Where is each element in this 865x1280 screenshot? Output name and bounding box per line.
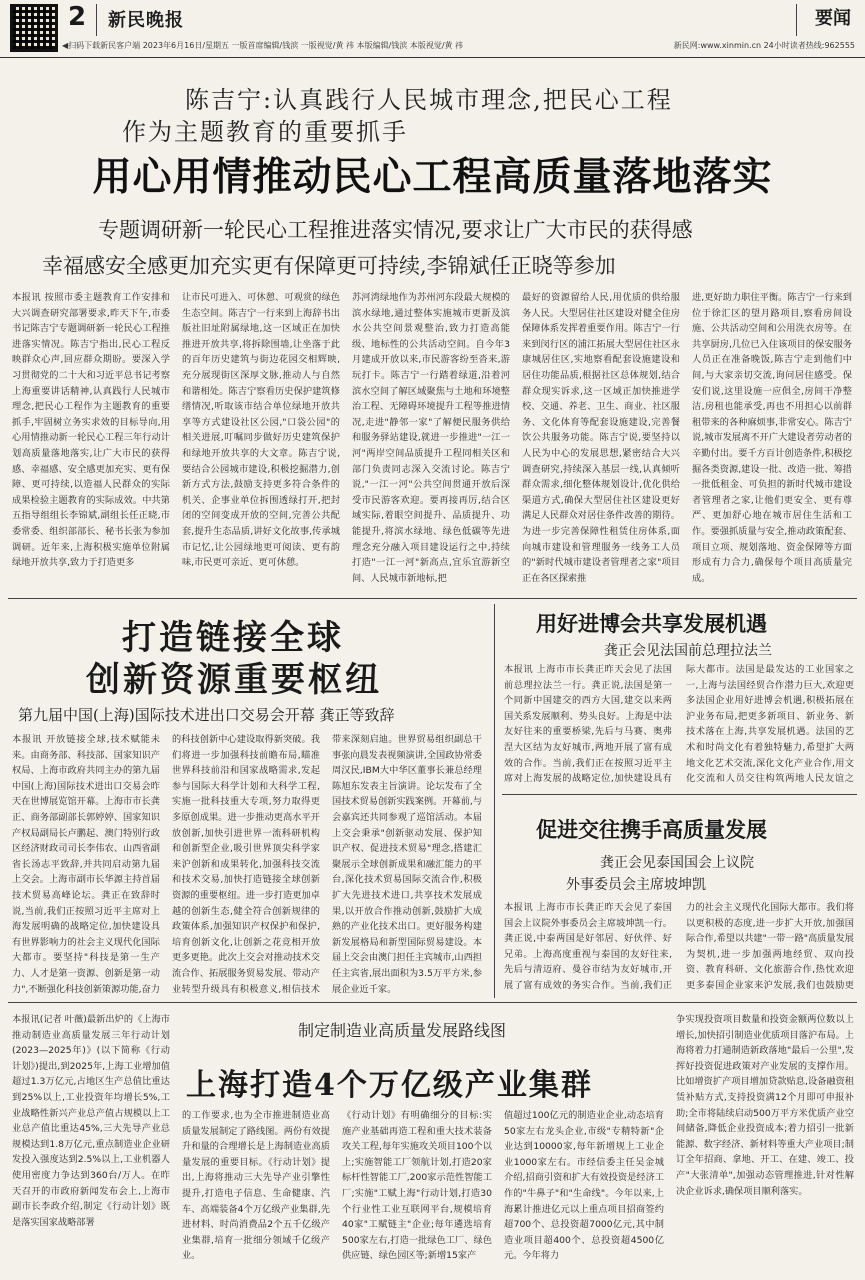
story4-column-1: 本报讯 上海市市长龚正昨天会见了泰国国会上议院外事委员会主席坡坤凯一行。龚正说,中泰两国是好邻居、好伙伴、好兄弟。上海高度重视与泰国的友好往来,先后与清迈府、曼谷市结为友好城市,开展了富有成效的务实合作。当前,我们正 (504, 902, 672, 991)
story5-column-2: 的工作要求,也为全市推进制造业高质量发展制定了路线图。两份有效提升和量的合理增长是上海制造业高质量发展的重要目标。《行动计划》提出,上海将推动三大先导产业引擎性提升,打造电子信息、生命健康、汽车、高端装备4个万亿级产业集群,先进材料、时尚消费品2个五千亿级产业集群,培育一批细分领域千亿级产业。 (182, 1110, 330, 1262)
story5-headline[interactable]: 上海打造4个万亿级产业集群 (186, 1068, 593, 1103)
story2-column-3: 带来深刻启迪。世界贸易组织副总干事张向晨发表视频演讲,全国政协常委周汉民,IBM大中华区董事长兼总经理陈旭东发表主旨演讲。论坛发布了全国技术贸易创新实践案例。开幕前,与会嘉宾还共同参观了巡馆活动。本届上交会秉承"创新驱动发展、保护知识产权、促进技术贸易"理念,搭建汇聚展示全球创新成果和融汇能力的平台,深化技术贸易国际交流合作,积极扩大先进技术进口,共享技术发展成果,以开放合作推动创新,鼓励扩大成熟的产业化技术出口。更好服务构建新发展格局和新型国际贸易建设。本届上交会由澳门担任主宾城市,山西担任主宾省,展出面积为3.5万平方米,参展企业近千家。 (332, 734, 482, 994)
column-divider (494, 604, 495, 998)
lead-column-2: 让市民可进入、可休憩、可观赏的绿色生态空间。陈吉宁一行来到上海辞书出版社旧址附属绿地,这一区域正在加快推进开放共享,将拆除围墙,让坐落于此的百年历史建筑与街边花园交相辉映,充分展现街区深厚文脉,推动人与自然和谐相处。陈吉宁察看历史保护建筑修缮情况,听取该市结合单位绿地开放共享等方式建设社区公园,"口袋公园"的相关进展,叮嘱同步做好历史建筑保护和绿地开放共享的大文章。陈吉宁说,要结合公园城市建设,积极挖掘潜力,创新方式方法,鼓励支持更多符合条件的机关、企事业单位拆围透绿打开,把封闭的空间变成开放的空间,完善公共配套,提升生态品质,讲好文化故事,传承城市记忆,让公园绿地更可阅读、更有韵味,市民更可亲近、更可休憩。 (182, 292, 340, 569)
story5-column-4: 值超过100亿元的制造业企业,动态培育50家左右龙头企业,市级"专精特新"企业达到10000家,每年新增规上工业企业1000家左右。市经信委主任吴金城介绍,招商引资和扩大有效投资是经济工作的"牛鼻子"和"生命线"。今年以来,上海累计推进亿元以上重点项目招商签约超700个、总投资超7000亿元,其中制造业项目超400个、总投资超4500亿元。今年将力 (504, 1110, 664, 1262)
lead-column-4: 最好的资源留给人民,用优质的供给服务人民。大型居住社区建设对健全住房保障体系发挥着重要作用。陈吉宁一行来到闵行区的浦江拓展大型居住社区永康城居住区,实地察看配套设施建设和居住功能品质,根据社区总体规划,结合群众现实诉求,这一区域正加快推进学校、交通、养老、卫生、商业、社区服务、文化体育等配套设施建设,完善餐饮公共服务功能。陈吉宁说,要坚持以人民为中心的发展思想,紧密结合大兴调查研究,持续深入基层一线,认真倾听群众需求,细化整体规划设计,优化供给渠道方式,确保大型居住社区建设更好满足人民群众对居住条件改善的期待。为进一步完善保障性租赁住房体系,面向城市建设和管理服务一线务工人员的"新时代城市建设者管理者之家"项目正在各区探索推 (522, 292, 680, 584)
masthead-meta-right: 新民网:www.xinmin.cn 24小时读者热线:962555 (673, 41, 855, 50)
lead-column-5: 进,更好助力职住平衡。陈吉宁一行来到位于徐汇区的望月路项目,察看房间设施、公共活动空间和公用洗衣房等。在共享厨房,几位已入住该项目的保安服务人员正在准备晚饭,陈吉宁走到他们中间,与大家亲切交流,询问居住感受。保安们说,这里设施一应俱全,房间干净整洁,房租也能承受,再也不用担心以前群租带来的各种麻烦事,非常安心。陈吉宁说,城市发展离不开广大建设者劳动者的辛勤付出。要千方百计创造条件,积极挖掘各类资源,建设一批、改造一批、筹措一批低租金、可负担的新时代城市建设者管理者之家,让他们更安全、更有尊严、更加舒心地在城市居住生活和工作。要强抓质量与安全,推动政策配套、项目立项、规划落地、资金保障等方面形成有力合力,确保每个项目高质量完成。 (692, 292, 852, 584)
section-divider (8, 1002, 857, 1003)
lead-column-3: 苏河湾绿地作为苏州河东段最大规模的滨水绿地,通过整体实施城市更新及滨水公共空间景观整治,致力打造高能级、地标性的公共活动空间。自今年3月建成开放以来,市民游客纷至沓来,游玩打卡。陈吉宁一行踏着绿道,沿着河滨水空间了解区域聚焦与土地和环境整治工程、无障碍环境提升工程等推进情况,走进"静邻一家"了解便民服务供给和服务驿站建设,就进一步推进"一江一河"两岸空间品质提升工程同相关区和部门负责同志深入交流讨论。陈吉宁说,"一江一河"公共空间贯通开放后深受市民游客欢迎。要再接再厉,结合区域实际,着眼空间提升、品质提升、功能提升,将滨水绿地、绿色低碳等先进理念充分融入项目建设运行之中,持续打造"一江一河"新高点,宜乐宜游新空间、人民城市新地标,把 (352, 292, 510, 584)
story4-subhead-line2: 外事委员会主席坡坤凯 (566, 877, 706, 893)
story3-headline[interactable]: 用好进博会共享发展机遇 (536, 612, 767, 636)
section-label: 要闻 (815, 8, 851, 29)
section-divider (8, 598, 857, 599)
page-number: 2 (68, 2, 87, 32)
lead-headline[interactable]: 用心用情推动民心工程高质量落地落实 (92, 155, 773, 200)
masthead-divider (96, 4, 97, 36)
lead-subhead-line2: 幸福感安全感更加充实更有保障更可持续,李锦斌任正晓等参加 (42, 254, 616, 278)
story3-column-1: 本报讯 上海市市长龚正昨天会见了法国前总理拉法兰一行。龚正说,法国是第一个同新中国建交的西方大国,建交以来两国关系发展顺利、势头良好。上海是中法友好往来的重要桥梁,先后与马赛、奥弗涅大区结为友好城市,两地开展了富有成效的合作。当前,我们正在按照习近平主席对上海发展的战略定位,加快建设具有 (504, 664, 672, 784)
story5-column-1: 本报讯(记者 叶薇)最新出炉的《上海市推动制造业高质量发展三年行动计划(2023—2025年)》(以下简称《行动计划》)提出,到2025年,上海工业增加值超过1.3万亿元,占地区生产总值比重达到25%以上,工业投资年均增长5%,工业战略性新兴产业总产值占规模以上工业总产值比重达45%,三大先导产业总规模达到1.8万亿元,重点制造业企业研发投入强度达到2.5%以上,工业机器人使用密度力争达到360台/万人。在昨天召开的市政府新闻发布会上,上海市副市长李政介绍,制定《行动计划》既是落实国家战略部署 (12, 1014, 170, 1228)
story2-headline-line2[interactable]: 创新资源重要枢纽 (86, 660, 382, 700)
masthead-divider (796, 4, 797, 36)
story5-kicker: 制定制造业高质量发展路线图 (298, 1021, 507, 1040)
lead-subhead-line1: 专题调研新一轮民心工程推进落实情况,要求让广大市民的获得感 (98, 218, 693, 242)
story2-column-1: 本报讯 开放链接全球,技术赋能未来。由商务部、科技部、国家知识产权局、上海市政府共同主办的第九届中国(上海)国际技术进出口交易会昨天在世博展览馆开幕。上海市市长龚正、商务部副部长郭婷婷、国家知识产权局副局长卢鹏起、澳门特别行政区经济财政司司长李伟农、山西省副省长汤志平致辞,并共同启动第九届上交会。上海市副市长华源主持首届技术贸易高峰论坛。龚正在致辞时说,当前,我们正按照习近平主席对上海发展明确的战略定位,加快建设具有世界影响力的社会主义现代化国际大都市。要坚持"科技是第一生产力、人才是第一资源、创新是第一动力",不断强化科技创新策源功能,奋力 (12, 734, 160, 994)
section-divider (502, 794, 857, 795)
qr-code-icon[interactable] (10, 4, 58, 52)
masthead-meta-left: ◀扫码下载新民客户端 2023年6月16日/星期五 一版首席编辑/钱滨 一版视觉/黄 祎 本版编辑/钱滨 本版视觉/黄 祎 (62, 41, 464, 50)
story3-column-2: 际大都市。法国是最发达的工业国家之一,上海与法国经贸合作潜力巨大,欢迎更多法国企业用好进博会机遇,积极拓展在沪业务布局,把更多新项目、新业务、新技术落在上海,共享发展机遇。法国的艺术和时尚文化有着独特魅力,希望扩大两地文化艺术交流,深化文化产业合作,用文化交流和人员交往构筑两地人民友谊之 (686, 664, 854, 784)
story2-headline-line1[interactable]: 打造链接全球 (122, 618, 344, 658)
story5-column-3: 《行动计划》有明确细分的目标:实施产业基础再造工程和重大技术装备攻关工程,每年实施攻关项目100个以上;实施智能工厂领航计划,打造20家标杆性智能工厂,200家示范性智能工厂;实施"工赋上海"行动计划,打造30个行业性工业互联网平台,规模培育40家"工赋链主"企业;每年遴选培育500家左右,打造一批绿色工厂、绿色供应链、绿色园区等;新增15家产 (342, 1110, 492, 1262)
lead-kicker-line2: 作为主题教育的重要抓手 (122, 118, 408, 146)
lead-column-1: 本报讯 按照市委主题教育工作安排和大兴调查研究部署要求,昨天下午,市委书记陈吉宁专题调研新一轮民心工程推进落实情况。陈吉宁指出,民心工程反映群众心声,回应群众期盼。要深入学习贯彻党的二十大和习近平总书记考察上海重要讲话精神,认真践行人民城市理念,把民心工程作为主题教育的重要抓手,牢固树立务实求效的目标导向,用心用情推动新一轮民心工程三年行动计划高质量落地落实,让广大市民的获得感、幸福感、安全感更加充实、更有保障、更可持续,以造福人民群众的实际成果检验主题教育的实际成效。中共第五指导组组长李锦斌,副组长任正晓,市委常委、组织部部长、秘书长张为参加调研。近年来,上海积极实施单位附属绿地开放共享,致力于打造更多 (12, 292, 170, 569)
story4-column-2: 力的社会主义现代化国际大都市。我们将以更积极的态度,进一步扩大开放,加强国际合作,希望以共建"一带一路"高质量发展为契机,进一步加强两地经贸、双向投资、教育科研、文化旅游合作,热忱欢迎更多泰国企业家来沪发展,我们也鼓励更 (686, 902, 854, 991)
story4-subhead-line1: 龚正会见泰国国会上议院 (600, 855, 754, 871)
story3-subhead: 龚正会见法国前总理拉法兰 (604, 643, 772, 659)
story4-headline[interactable]: 促进交往携手高质量发展 (536, 818, 767, 842)
story5-column-5: 争实现投资项目数量和投资金额两位数以上增长,加快招引制造业优质项目落沪布局。上海将着力打通制造新政落地"最后一公里",发挥好投资促进政策对产业发展的支撑作用。比如增资扩产项目增加贷款贴息,设备融资租赁补贴方式,支持投资满12个月即可申报补助;全市将陆续启动500万平方米优质产业空间储备,降低企业投资成本;着力招引一批新能源、数字经济、新材料等重大产业项目;制订全年招商、拿地、开工、在建、竣工、投产"大张清单",加强动态管理推进,针对性解决企业诉求,确保项目顺利落实。 (676, 1014, 854, 1197)
paper-name: 新民晚报 (108, 10, 184, 31)
story2-subhead: 第九届中国(上海)国际技术进出口交易会开幕 龚正等致辞 (18, 706, 395, 724)
lead-kicker-line1: 陈吉宁:认真践行人民城市理念,把民心工程 (185, 86, 673, 114)
story2-column-2: 的科技创新中心建设取得新突破。我们将进一步加强科技前瞻布局,瞄准世界科技前沿和国家战略需求,发起参与国际大科学计划和大科学工程,实施一批科技重大专项,努力取得更多原创成果。进一步推动更高水平开放创新,加快引进世界一流科研机构和创新型企业,吸引世界顶尖科学家来沪创新和成果转化,加强科技交流和技术交易,加快打造链接全球创新资源的重要枢纽。进一步打造更加卓越的创新生态,健全符合创新规律的政策体系,加强知识产权保护和保护,培育创新文化,让创新之花竞相开放更多更艳。此次上交会对推动技术交流合作、拓展服务贸易发展、带动产业转型升级具有积极意义,相信技术 (172, 734, 320, 994)
